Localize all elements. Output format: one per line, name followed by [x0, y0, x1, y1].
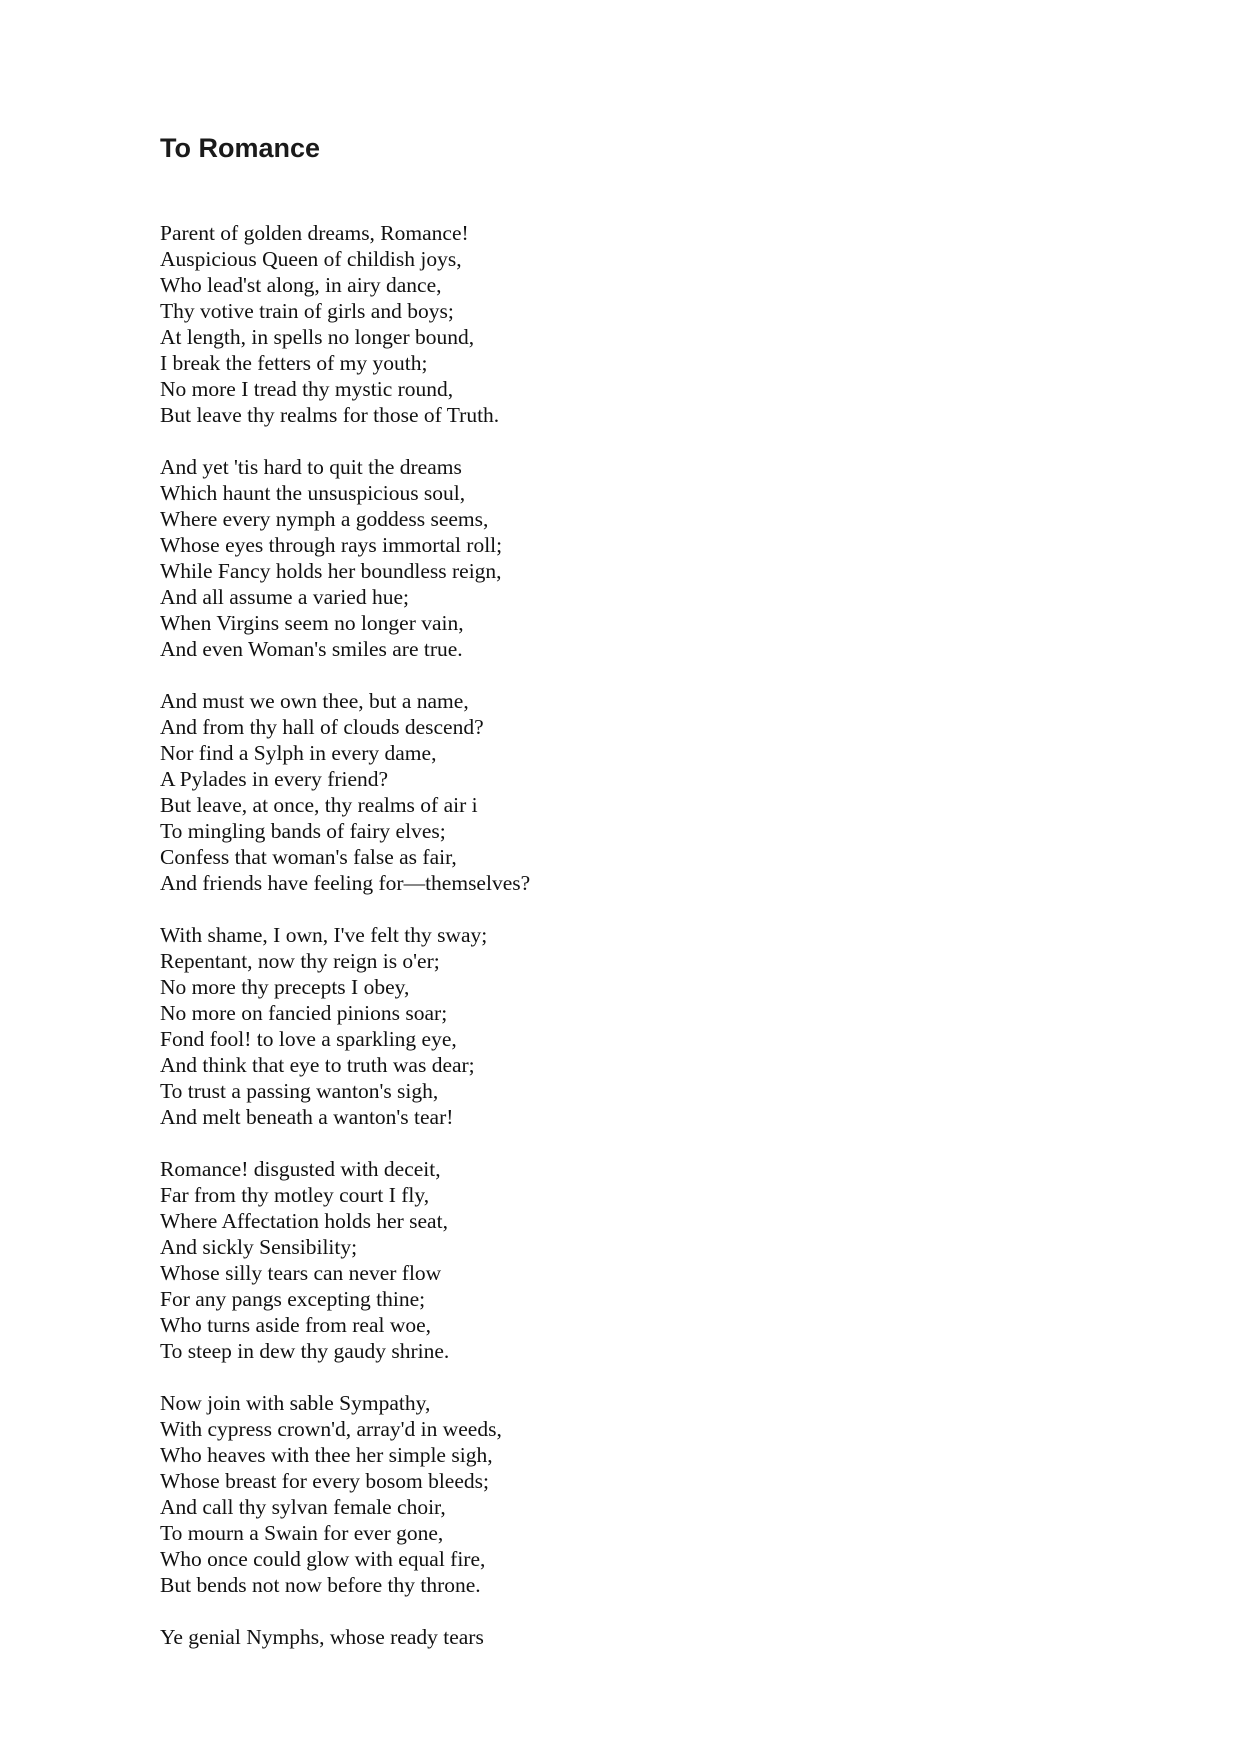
poem-line: And sickly Sensibility; — [160, 1235, 358, 1259]
poem-line: And all assume a varied hue; — [160, 585, 409, 609]
poem-line: No more on fancied pinions soar; — [160, 1001, 448, 1025]
stanza — [160, 688, 1060, 896]
poem-line: But bends not now before thy throne. — [160, 1573, 481, 1597]
poem-line: Parent of golden dreams, Romance! — [160, 221, 469, 245]
poem-title: To Romance — [160, 133, 321, 163]
poem-body — [160, 220, 1060, 1676]
poem-line: Whose silly tears can never flow — [160, 1261, 442, 1285]
poem-line: And friends have feeling for—themselves? — [160, 871, 531, 895]
poem-line: Ye genial Nymphs, whose ready tears — [160, 1625, 484, 1649]
poem-line: Who lead'st along, in airy dance, — [160, 273, 442, 297]
poem-line: Where every nymph a goddess seems, — [160, 507, 489, 531]
poem-line: At length, in spells no longer bound, — [160, 325, 475, 349]
poem-line: Where Affectation holds her seat, — [160, 1209, 448, 1233]
poem-line: Auspicious Queen of childish joys, — [160, 247, 462, 271]
poem-line: Repentant, now thy reign is o'er; — [160, 949, 440, 973]
poem-line: No more thy precepts I obey, — [160, 975, 410, 999]
poem-line: Now join with sable Sympathy, — [160, 1391, 431, 1415]
poem-line: And melt beneath a wanton's tear! — [160, 1105, 454, 1129]
poem-line: And even Woman's smiles are true. — [160, 637, 463, 661]
poem-line: Nor find a Sylph in every dame, — [160, 741, 437, 765]
poem-line: Romance! disgusted with deceit, — [160, 1157, 441, 1181]
poem-line: And call thy sylvan female choir, — [160, 1495, 446, 1519]
poem-line: Who heaves with thee her simple sigh, — [160, 1443, 493, 1467]
poem-line: And yet 'tis hard to quit the dreams — [160, 455, 462, 479]
poem-line: To trust a passing wanton's sigh, — [160, 1079, 439, 1103]
poem-line: Whose eyes through rays immortal roll; — [160, 533, 503, 557]
poem-line: And must we own thee, but a name, — [160, 689, 469, 713]
poem-line: A Pylades in every friend? — [160, 767, 389, 791]
stanza — [160, 922, 1060, 1130]
poem-line: For any pangs excepting thine; — [160, 1287, 426, 1311]
poem-line: To mourn a Swain for ever gone, — [160, 1521, 444, 1545]
stanza — [160, 1624, 1060, 1650]
poem-line: Fond fool! to love a sparkling eye, — [160, 1027, 457, 1051]
poem-line: Whose breast for every bosom bleeds; — [160, 1469, 489, 1493]
poem-line: To mingling bands of fairy elves; — [160, 819, 446, 843]
poem-line: When Virgins seem no longer vain, — [160, 611, 464, 635]
stanza — [160, 1156, 1060, 1364]
poem-line: While Fancy holds her boundless reign, — [160, 559, 502, 583]
poem-line: I break the fetters of my youth; — [160, 351, 428, 375]
poem-line: Thy votive train of girls and boys; — [160, 299, 454, 323]
poem-line: Who once could glow with equal fire, — [160, 1547, 486, 1571]
poem-line: Far from thy motley court I fly, — [160, 1183, 430, 1207]
stanza — [160, 454, 1060, 662]
poem-line: No more I tread thy mystic round, — [160, 377, 454, 401]
poem-line: Who turns aside from real woe, — [160, 1313, 432, 1337]
poem-line: With cypress crown'd, array'd in weeds, — [160, 1417, 502, 1441]
poem-line: To steep in dew thy gaudy shrine. — [160, 1339, 450, 1363]
poem-line: With shame, I own, I've felt thy sway; — [160, 923, 488, 947]
poem-line: Confess that woman's false as fair, — [160, 845, 457, 869]
stanza — [160, 1390, 1060, 1598]
poem-line: And think that eye to truth was dear; — [160, 1053, 475, 1077]
poem-line: But leave, at once, thy realms of air i — [160, 793, 478, 817]
poem-line: Which haunt the unsuspicious soul, — [160, 481, 466, 505]
poem-line: But leave thy realms for those of Truth. — [160, 403, 500, 427]
stanza — [160, 220, 1060, 428]
poem-line: And from thy hall of clouds descend? — [160, 715, 484, 739]
